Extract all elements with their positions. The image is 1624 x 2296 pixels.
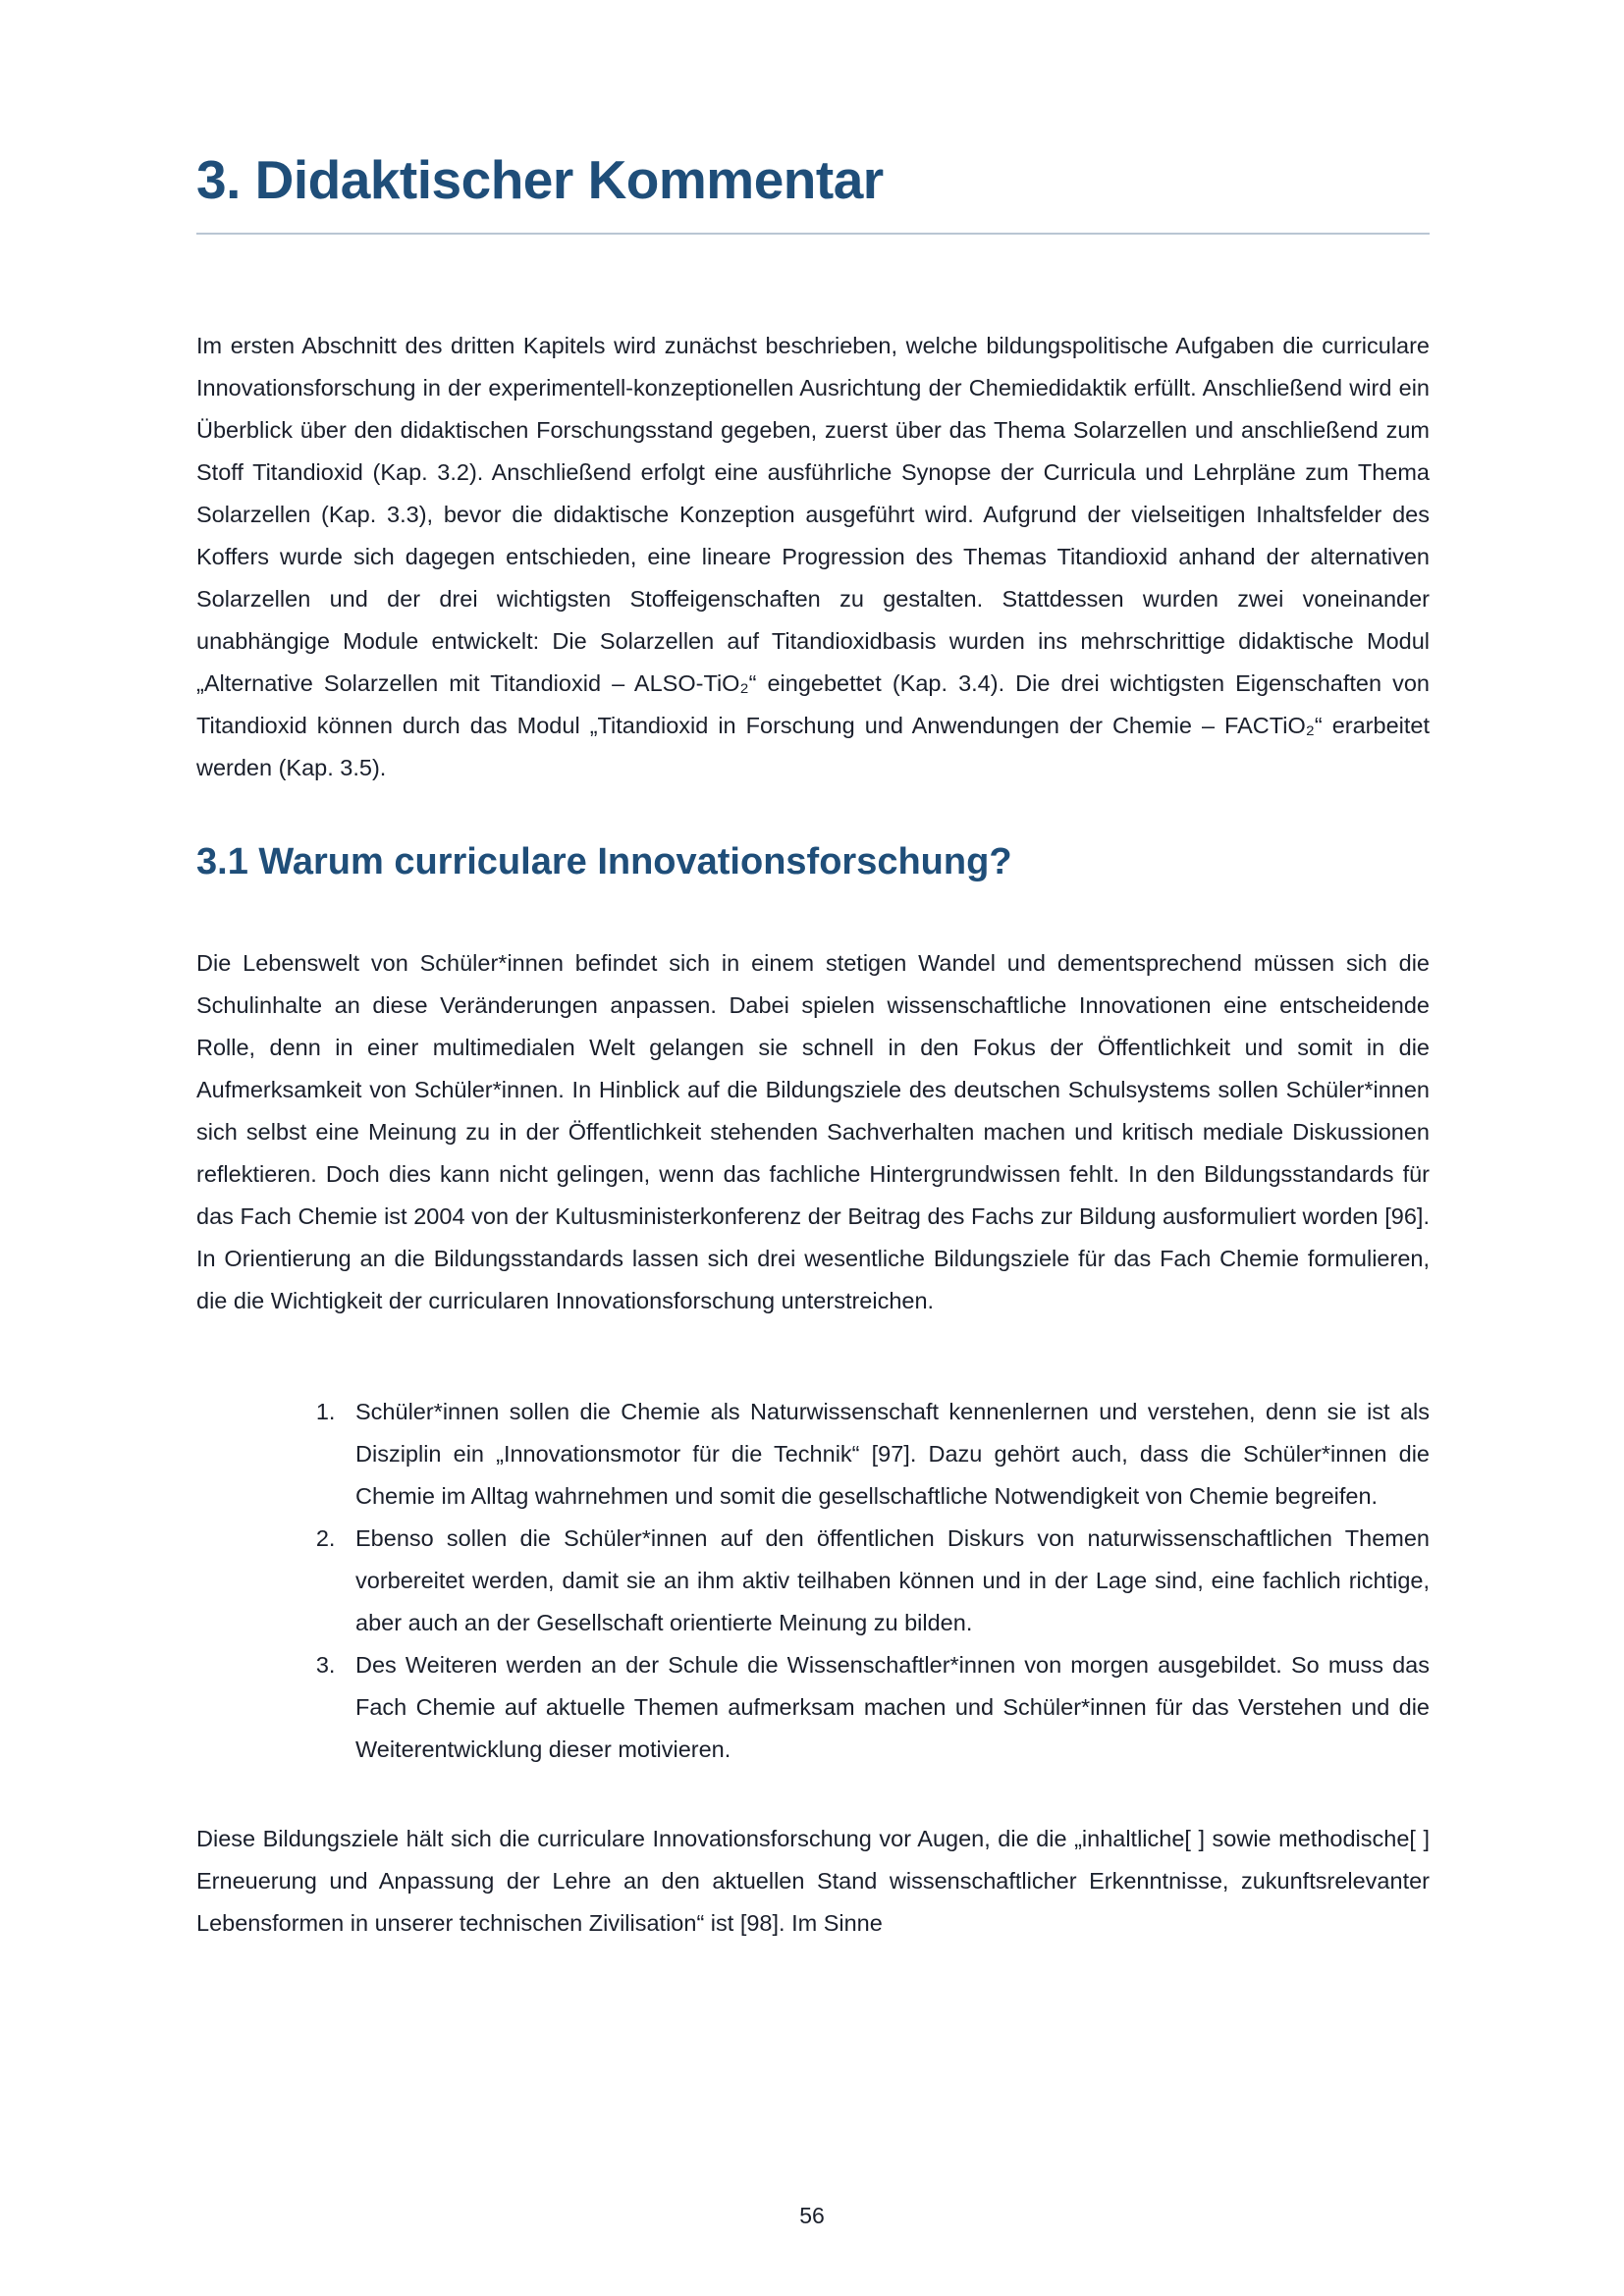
page-number: 56	[799, 2203, 825, 2228]
chapter-title: 3. Didaktischer Kommentar	[196, 149, 884, 210]
section-paragraph: Die Lebenswelt von Schüler*innen befindet sich in einem stetigen Wandel und dementsprechend müssen sich die Schulinhalte an diese Veränderungen anpassen. Dabei spielen wissenschaftliche Innovationen eine entscheidende Rolle, denn in einer multimedialen Welt gelangen sie schnell in den Fokus der Öffentlichkeit und somit in die Aufmerksamkeit von Schüler*innen. In Hinblick auf die Bildungsziele des deutschen Schulsystems sollen Schüler*innen sich selbst eine Meinung zu in der Öffentlichkeit stehenden Sachverhalten machen und kritisch mediale Diskussionen reflektieren. Doch dies kann nicht gelingen, wenn das fachliche Hintergrundwissen fehlt. In den Bildungsstandards für das Fach Chemie ist 2004 von der Kultusministerkonferenz der Beitrag des Fachs zur Bildung ausformuliert worden [96]. In Orientierung an die Bildungsstandards lassen sich drei wesentliche Bildungsziele für das Fach Chemie formulieren, die die Wichtigkeit der curricularen Innovationsforschung unterstreichen.	[196, 949, 1430, 1313]
list-item: 2. Ebenso sollen die Schüler*innen auf den öffentlichen Diskurs von naturwissenschaftlichen Themen vorbereitet werden, damit sie an ihm aktiv teilhaben können und in der Lage sind, eine fachlich richtige, aber auch an der Gesellschaft orientierte Meinung zu bilden.	[342, 1518, 1430, 1644]
section-heading: 3.1 Warum curriculare Innovationsforschung?	[196, 841, 1012, 883]
list-item: 1. Schüler*innen sollen die Chemie als Naturwissenschaft kennenlernen und verstehen, denn sie ist als Disziplin ein „Innovationsmotor für die Technik“ [97]. Dazu gehört auch, dass die Schüler*innen die Chemie im Alltag wahrnehmen und somit die gesellschaftliche Notwendigkeit von Chemie begreifen.	[342, 1391, 1430, 1518]
list-item: 3. Des Weiteren werden an der Schule die Wissenschaftler*innen von morgen ausgebildet. So muss das Fach Chemie auf aktuelle Themen aufmerksam machen und Schüler*innen für das Verstehen und die Weiterentwicklung dieser motivieren.	[342, 1644, 1430, 1771]
intro-paragraph: Im ersten Abschnitt des dritten Kapitels wird zunächst beschrieben, welche bildungspolitische Aufgaben die curriculare Innovationsforschung in der experimentell-konzeptionellen Ausrichtung der Chemiedidaktik erfüllt. Anschließend wird ein Überblick über den didaktischen Forschungsstand gegeben, zuerst über das Thema Solarzellen und anschließend zum Stoff Titandioxid (Kap. 3.2). Anschließend erfolgt eine ausführliche Synopse der Curricula und Lehrpläne zum Thema Solarzellen (Kap. 3.3), bevor die didaktische Konzeption ausgeführt wird. Aufgrund der vielseitigen Inhaltsfelder des Koffers wurde sich dagegen entschieden, eine lineare Progression des Themas Titandioxid anhand der alternativen Solarzellen und der drei wichtigsten Stoffeigenschaften zu gestalten. Stattdessen wurden zwei voneinander unabhängige Module entwickelt: Die Solarzellen auf Titandioxidbasis wurden ins mehrschrittige didaktische Modul „Alternative Solarzellen mit Titandioxid – ALSO-TiO₂“ eingebettet (Kap. 3.4). Die drei wichtigsten Eigenschaften von Titandioxid können durch das Modul „Titandioxid in Forschung und Anwendungen der Chemie – FACTiO₂“ erarbeitet werden (Kap. 3.5).	[196, 333, 1430, 781]
closing-paragraph: Diese Bildungsziele hält sich die curriculare Innovationsforschung vor Augen, die die „inhaltliche[ ] sowie methodische[ ] Erneuerung und Anpassung der Lehre an den aktuellen Stand wissenschaftlicher Erkenntnisse, zukunftsrelevanter Lebensformen in unserer technischen Zivilisation“ ist [98]. Im Sinne	[196, 1825, 1430, 1936]
bildungsziele-list	[196, 1391, 1430, 1771]
title-divider	[196, 233, 1430, 235]
